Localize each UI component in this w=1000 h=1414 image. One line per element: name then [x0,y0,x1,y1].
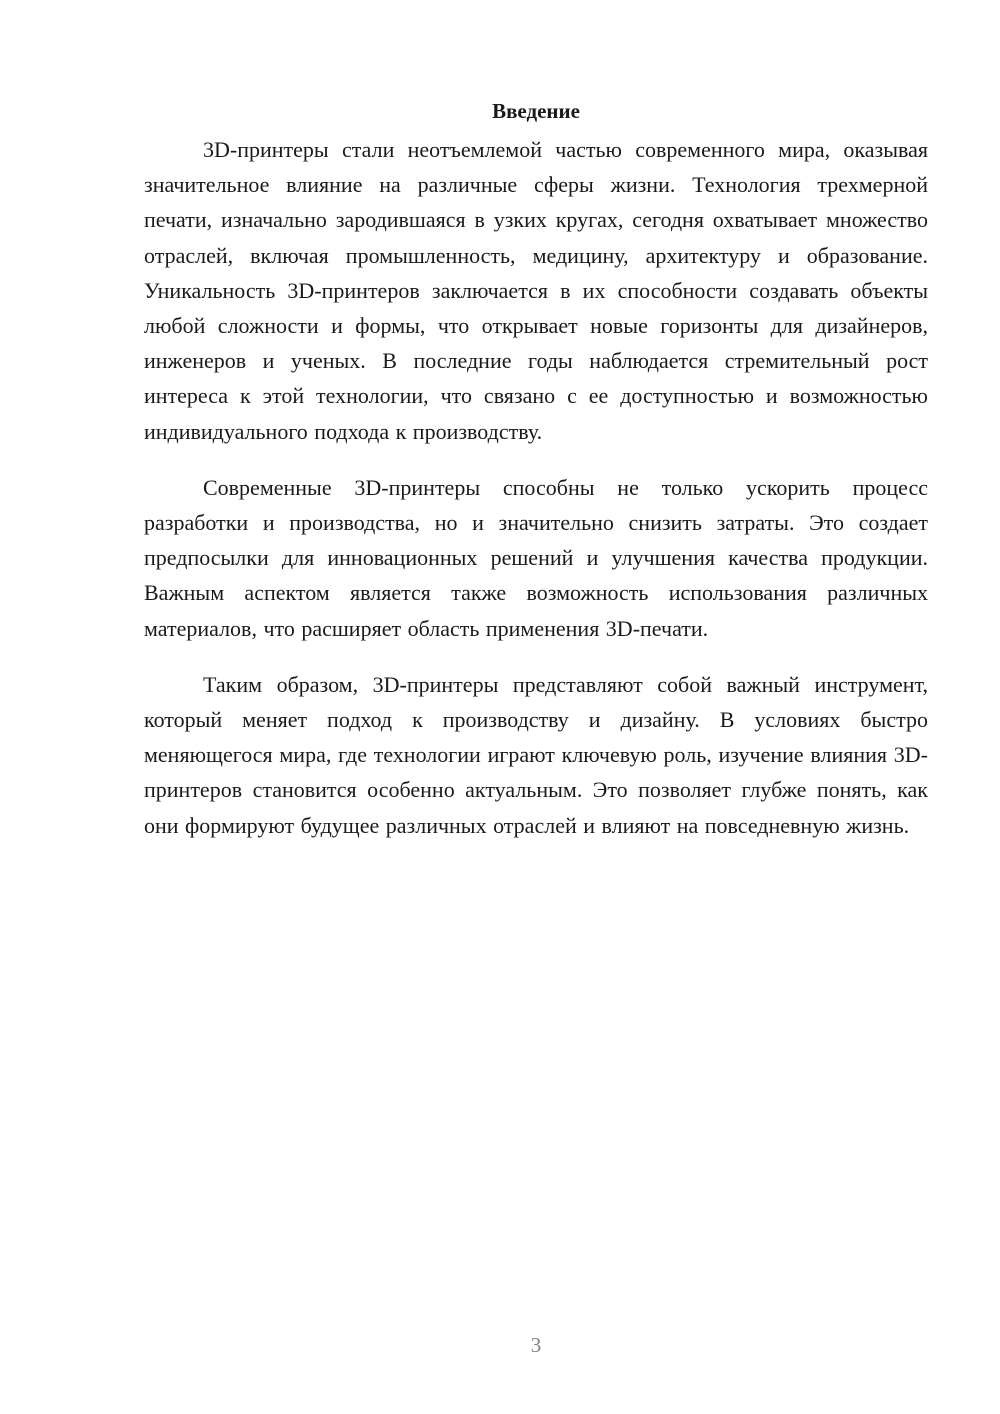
paragraph-1: 3D-принтеры стали неотъемлемой частью современного мира, оказывая значительное влияние на различные сферы жизни. Технология трехмерной печати, изначально зародившаяся в узких кругах, сегодня охватывает множество отраслей, включая промышленность, медицину, архитектуру и образование. Уникальность 3D-принтеров заключается в их способности создавать объекты любой сложности и формы, что открывает новые горизонты для дизайнеров, инженеров и ученых. В последние годы наблюдается стремительный рост интереса к этой технологии, что связано с ее доступностью и возможностью индивидуального подхода к производству. [144,137,928,444]
document-body [144,96,928,864]
page-number: 3 [530,1333,542,1357]
paragraph-2: Современные 3D-принтеры способны не только ускорить процесс разработки и производства, но и значительно снизить затраты. Это создает предпосылки для инновационных решений и улучшения качества продукции. Важным аспектом является также возможность использования различных материалов, что расширяет область применения 3D-печати. [144,474,928,641]
paragraph-3: Таким образом, 3D-принтеры представляют собой важный инструмент, который меняет подход к производству и дизайну. В условиях быстро меняющегося мира, где технологии играют ключевую роль, изучение влияния 3D-принтеров становится особенно актуальным. Это позволяет глубже понять, как они формируют будущее различных отраслей и влияют на повседневную жизнь. [144,671,928,838]
page-title: Введение [492,99,580,123]
